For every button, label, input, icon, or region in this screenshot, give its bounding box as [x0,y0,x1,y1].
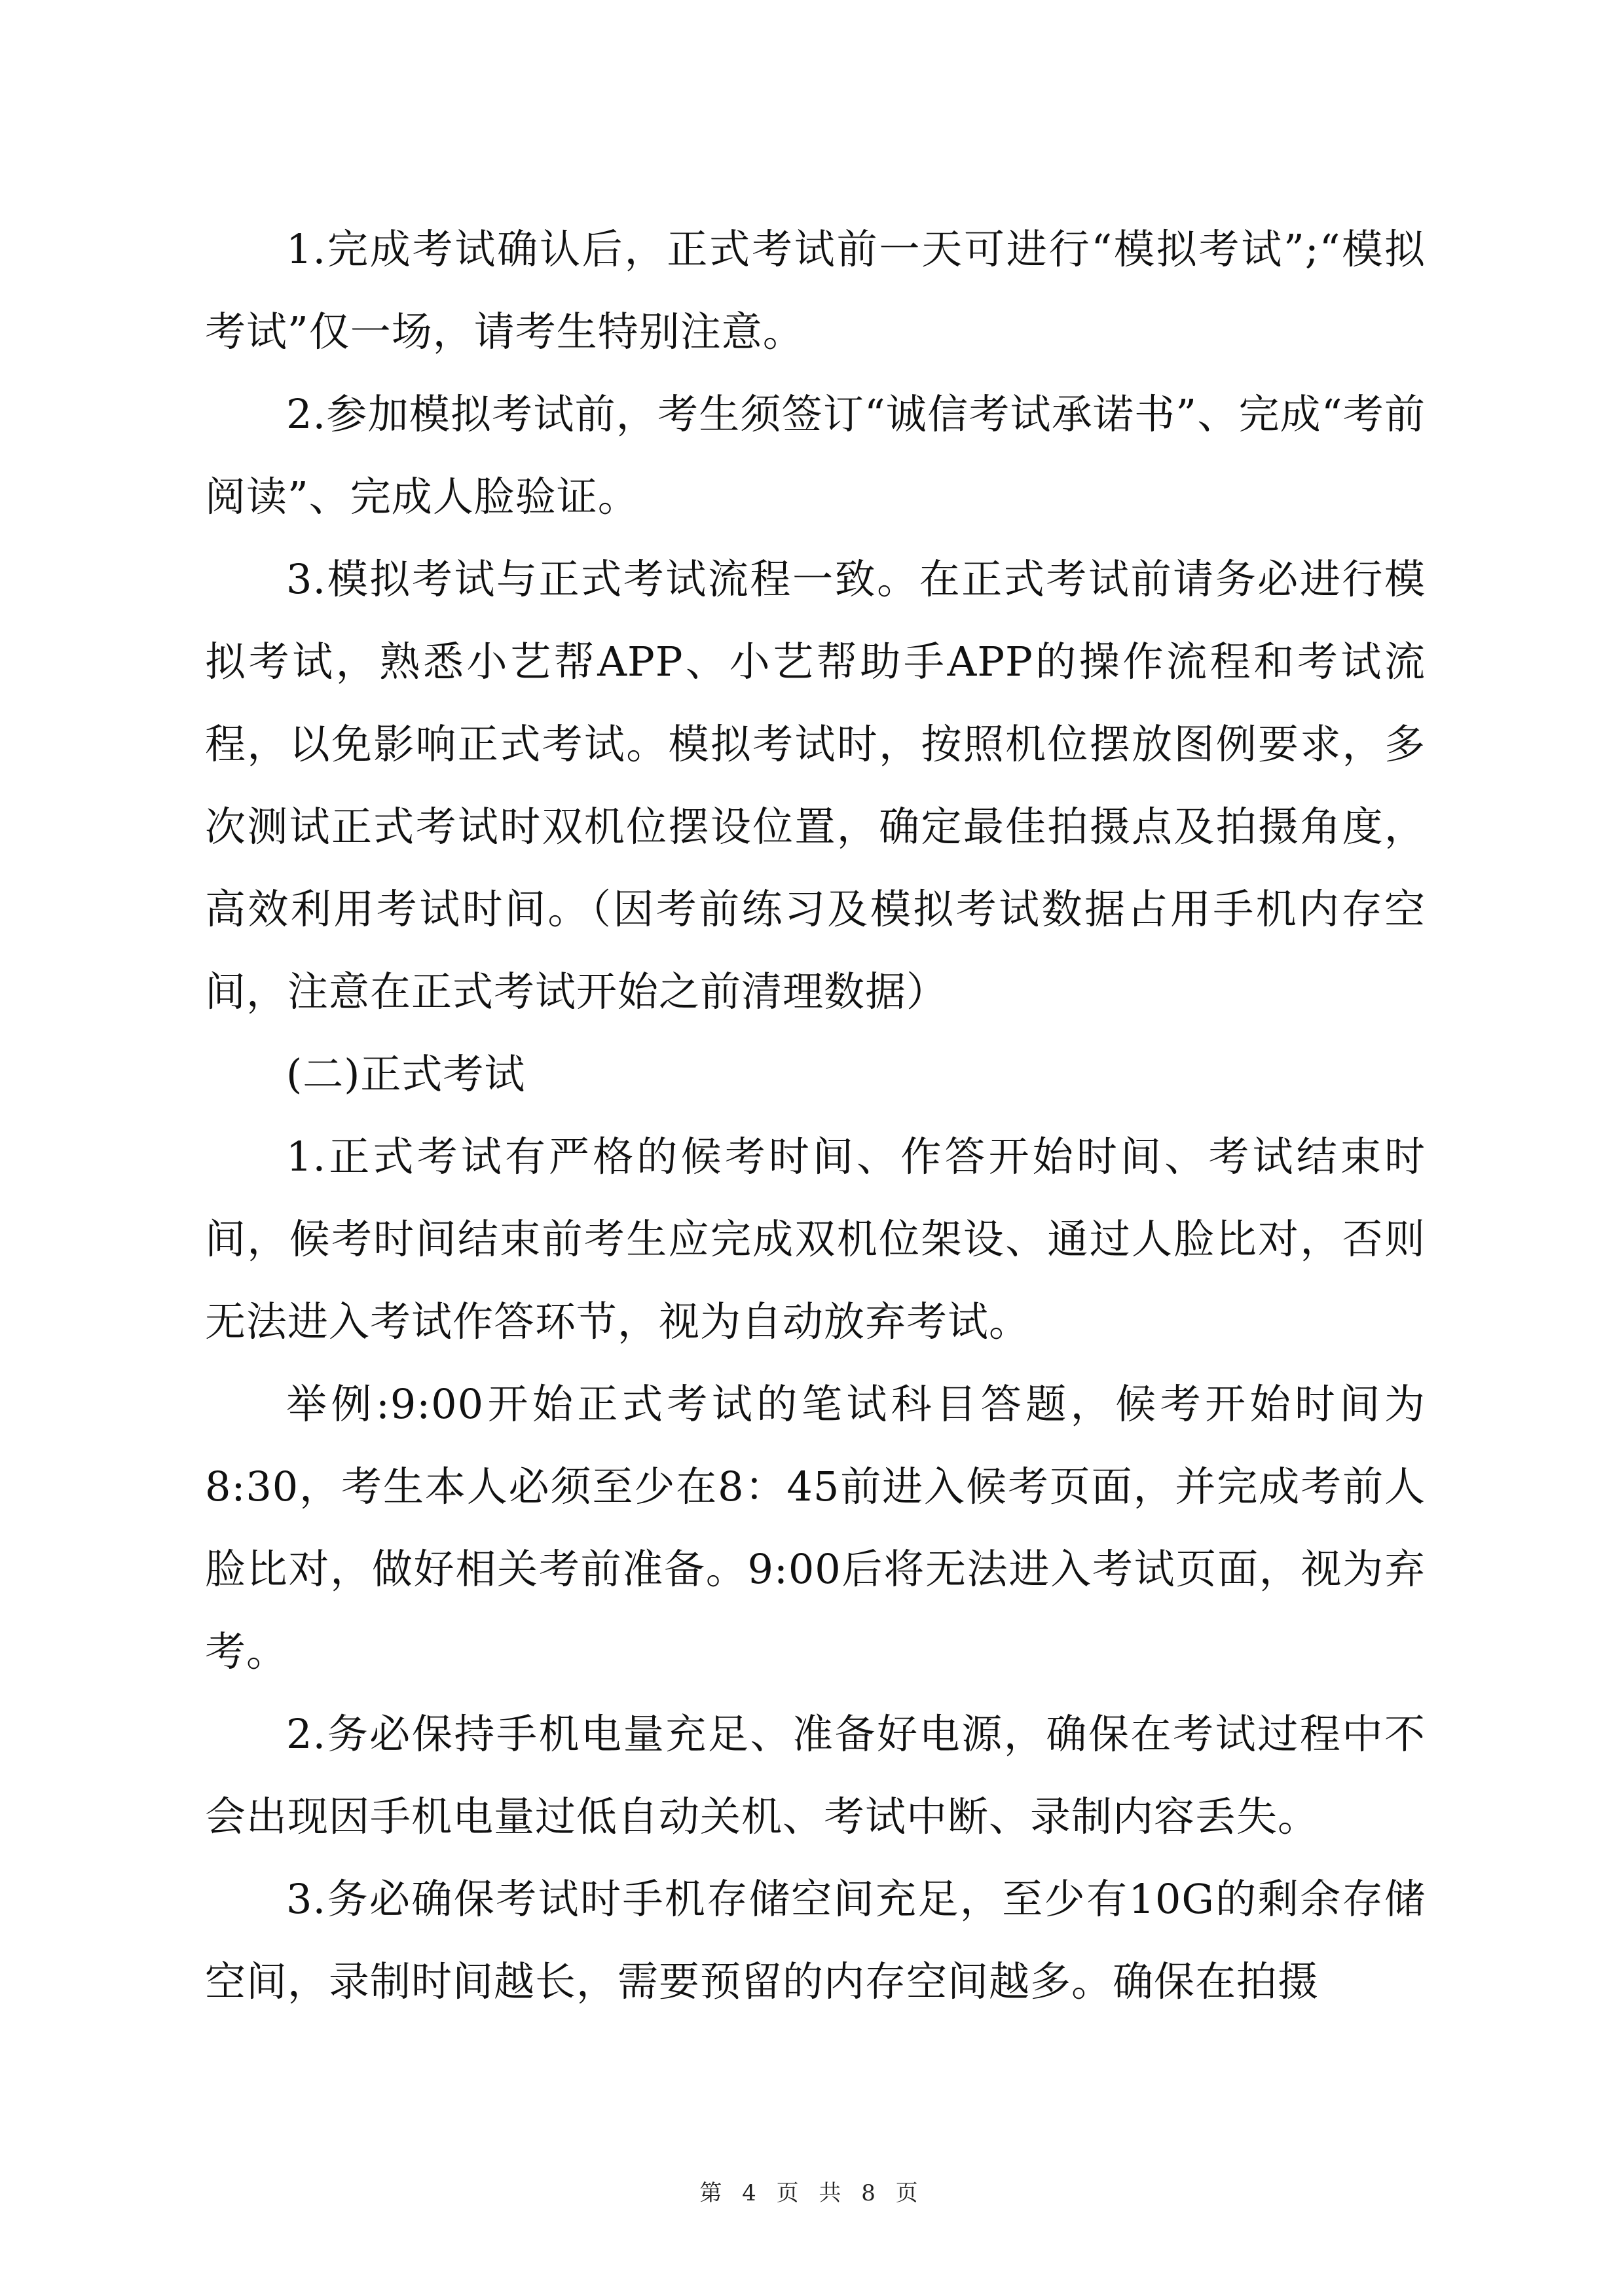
paragraph-formal-exam-3: 3.务必确保考试时手机存储空间充足，至少有10G的剩余存储空间，录制时间越长，需要预留的内存空间越多。确保在拍摄 [205,1875,1426,2005]
paragraph-formal-exam-2: 2.务必保持手机电量充足、准备好电源，确保在考试过程中不会出现因手机电量过低自动关机、考试中断、录制内容丢失。 [205,1710,1426,1840]
paragraph-mock-exam-3: 3.模拟考试与正式考试流程一致。在正式考试前请务必进行模拟考试，熟悉小艺帮APP、小艺帮助手APP的操作流程和考试流程，以免影响正式考试。模拟考试时，按照机位摆放图例要求，多次测试正式考试时双机位摆设位置，确定最佳拍摄点及拍摄角度，高效利用考试时间。（因考前练习及模拟考试数据占用手机内存空间，注意在正式考试开始之前清理数据） [205,555,1426,1015]
body-text [205,208,1426,2023]
paragraph-example: 举例:9:00开始正式考试的笔试科目答题，候考开始时间为8:30，考生本人必须至少在8：45前进入候考页面，并完成考前人脸比对，做好相关考前准备。9:00后将无法进入考试页面，视为弃考。 [205,1380,1426,1675]
paragraph-mock-exam-1: 1.完成考试确认后，正式考试前一天可进行“模拟考试”;“模拟考试”仅一场，请考生特别注意。 [205,225,1426,355]
paragraph-mock-exam-2: 2.参加模拟考试前，考生须签订“诚信考试承诺书”、完成“考前阅读”、完成人脸验证。 [205,390,1426,520]
page-footer: 第 4 页 共 8 页 [699,2180,925,2206]
section-heading-formal-exam: (二)正式考试 [286,1050,526,1098]
paragraph-formal-exam-1: 1.正式考试有严格的候考时间、作答开始时间、考试结束时间，候考时间结束前考生应完成双机位架设、通过人脸比对，否则无法进入考试作答环节，视为自动放弃考试。 [205,1133,1426,1345]
